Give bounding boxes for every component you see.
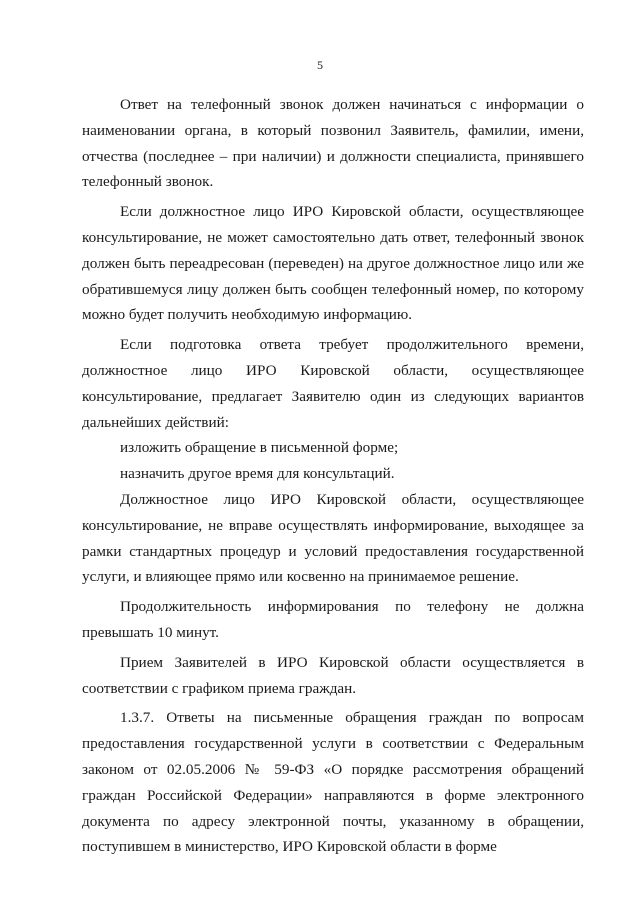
paragraph-duration: Продолжительность информирования по телефону не должна превышать 10 минут. <box>82 598 584 641</box>
list-item-other-time: назначить другое время для консультаций. <box>120 465 395 483</box>
list-item-written-form: изложить обращение в письменной форме; <box>120 439 399 457</box>
paragraph-call-answer: Ответ на телефонный звонок должен начинаться с информации о наименовании органа, в который позвонил Заявитель, фамилии, имени, отчества (последнее – при наличии) и должности специалиста, принявшего телефонный звонок. <box>82 96 584 191</box>
page-number: 5 <box>317 58 323 72</box>
paragraph-reception: Прием Заявителей в ИРО Кировской области осуществляется в соответствии с графиком приема граждан. <box>82 653 584 697</box>
paragraph-restrictions: Должностное лицо ИРО Кировской области, осуществляющее консультирование, не вправе осуществлять информирование, выходящее за рамки стандартных процедур и условий предоставления государственной услуги, и влияющее прямо или косвенно на принимаемое решение. <box>82 490 584 586</box>
paragraph-long-preparation: Если подготовка ответа требует продолжительного времени, должностное лицо ИРО Кировской области, осуществляющее консультирование, предлагает Заявителю один из следующих вариантов дальнейших действий: <box>82 336 584 431</box>
document-body <box>82 92 584 860</box>
paragraph-section-1-3-7: 1.3.7. Ответы на письменные обращения граждан по вопросам предоставления государственной услуги в соответствии с Федеральным законом от 02.05.2006 № 59-ФЗ «О порядке рассмотрения обращений граждан Российской Федерации» направляются в форме электронного документа по адресу электронной почты, указанному в обращении, поступившем в министерство, ИРО Кировской области в форме <box>82 709 584 856</box>
paragraph-redirect-call: Если должностное лицо ИРО Кировской области, осуществляющее консультирование, не может самостоятельно дать ответ, телефонный звонок должен быть переадресован (переведен) на другое должностное лицо или же обратившемуся лицу должен быть сообщен телефонный номер, по которому можно будет получить необходимую информацию. <box>82 203 584 324</box>
